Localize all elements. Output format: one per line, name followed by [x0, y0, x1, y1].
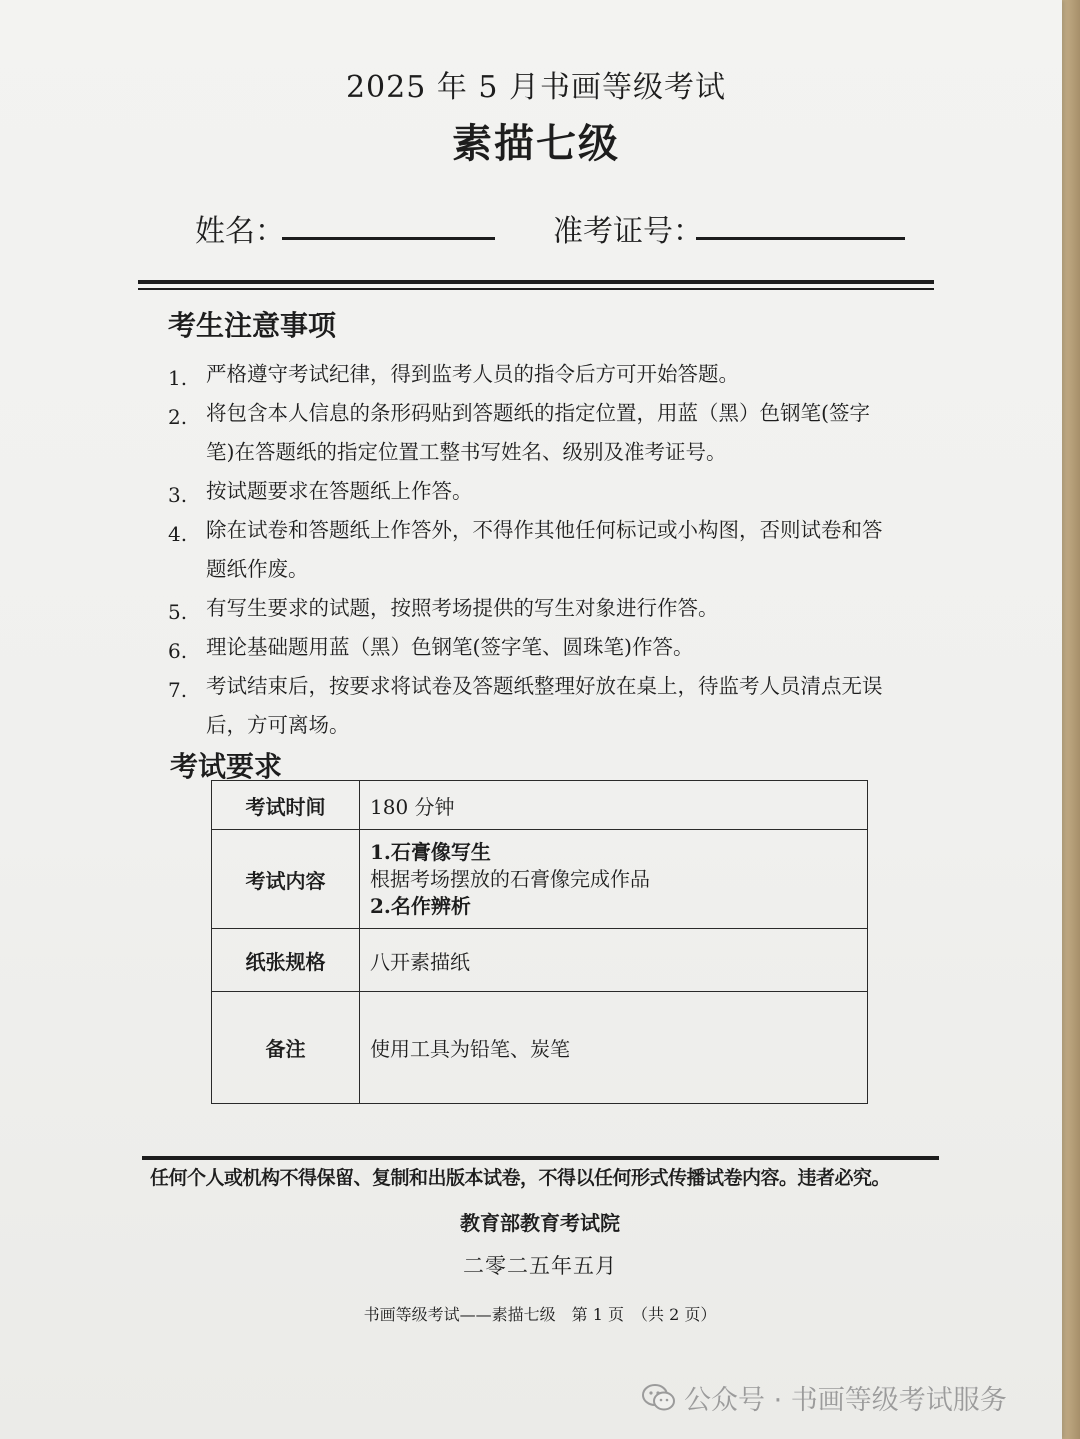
issue-date: 二零二五年五月 — [463, 1254, 617, 1278]
notice-number: 5. — [168, 600, 188, 624]
watermark — [642, 1378, 1007, 1417]
notice-text: 除在试卷和答题纸上作答外，不得作其他任何标记或小构图，否则试卷和答 — [206, 518, 883, 542]
notice-number: 7. — [168, 678, 188, 702]
exam-title: 2025 年 5 月书画等级考试 — [345, 70, 727, 105]
requirements-heading: 考试要求 — [170, 750, 283, 783]
wechat-icon — [642, 1383, 676, 1413]
content-item-title: 1.石膏像写生 — [370, 839, 491, 864]
exam-content-value — [360, 830, 868, 929]
notice-text: 笔)在答题纸的指定位置工整书写姓名、级别及准考证号。 — [206, 440, 727, 464]
notice-text: 将包含本人信息的条形码贴到答题纸的指定位置，用蓝（黑）色钢笔(签字 — [206, 401, 870, 425]
notice-text: 有写生要求的试题，按照考场提供的写生对象进行作答。 — [206, 596, 719, 620]
requirements-table — [211, 780, 868, 1104]
notice-text: 按试题要求在答题纸上作答。 — [206, 479, 473, 503]
header-divider-thin — [138, 288, 934, 290]
notice-number: 6. — [168, 639, 188, 663]
page-number-footer: 书画等级考试——素描七级 第 1 页 （共 2 页） — [363, 1305, 717, 1324]
notice-text: 题纸作废。 — [206, 557, 309, 581]
name-blank-line — [282, 237, 495, 240]
copyright-notice: 任何个人或机构不得保留、复制和出版本试卷，不得以任何形式传播试卷内容。违者必究。 — [150, 1167, 891, 1189]
table-row — [212, 830, 868, 929]
table-row — [212, 781, 868, 830]
paper-spec-value: 八开素描纸 — [360, 929, 868, 992]
remarks-value: 使用工具为铅笔、炭笔 — [360, 992, 868, 1104]
paper-spec-label: 纸张规格 — [212, 929, 360, 992]
content-item-description: 根据考场摆放的石膏像完成作品 — [370, 866, 650, 891]
header-divider-thick — [138, 280, 934, 284]
notice-text: 考试结束后，按要求将试卷及答题纸整理好放在桌上，待监考人员清点无误 — [206, 674, 883, 698]
notice-number: 4. — [168, 522, 188, 546]
watermark-text: 公众号 · 书画等级考试服务 — [684, 1385, 1007, 1416]
notice-number: 3. — [168, 483, 188, 507]
table-row — [212, 992, 868, 1104]
notice-text: 理论基础题用蓝（黑）色钢笔(签字笔、圆珠笔)作答。 — [206, 635, 694, 659]
exam-time-value: 180 分钟 — [360, 781, 868, 830]
table-row — [212, 929, 868, 992]
notice-number: 1. — [168, 366, 188, 390]
name-label: 姓名： — [195, 214, 285, 249]
level-title: 素描七级 — [452, 120, 620, 167]
notices-heading: 考生注意事项 — [168, 309, 337, 342]
remarks-label: 备注 — [212, 992, 360, 1104]
footer-divider-thick — [142, 1156, 939, 1160]
notice-number: 2. — [168, 405, 188, 429]
issuer-name: 教育部教育考试院 — [460, 1211, 620, 1235]
notice-text: 严格遵守考试纪律，得到监考人员的指令后方可开始答题。 — [206, 362, 739, 386]
notice-text: 后，方可离场。 — [206, 713, 350, 737]
content-item-title: 2.名作辨析 — [370, 893, 471, 918]
exam-time-label: 考试时间 — [212, 781, 360, 830]
exam-content-label: 考试内容 — [212, 830, 360, 929]
ticket-number-blank-line — [696, 237, 905, 240]
ticket-number-label: 准考证号： — [553, 214, 703, 249]
